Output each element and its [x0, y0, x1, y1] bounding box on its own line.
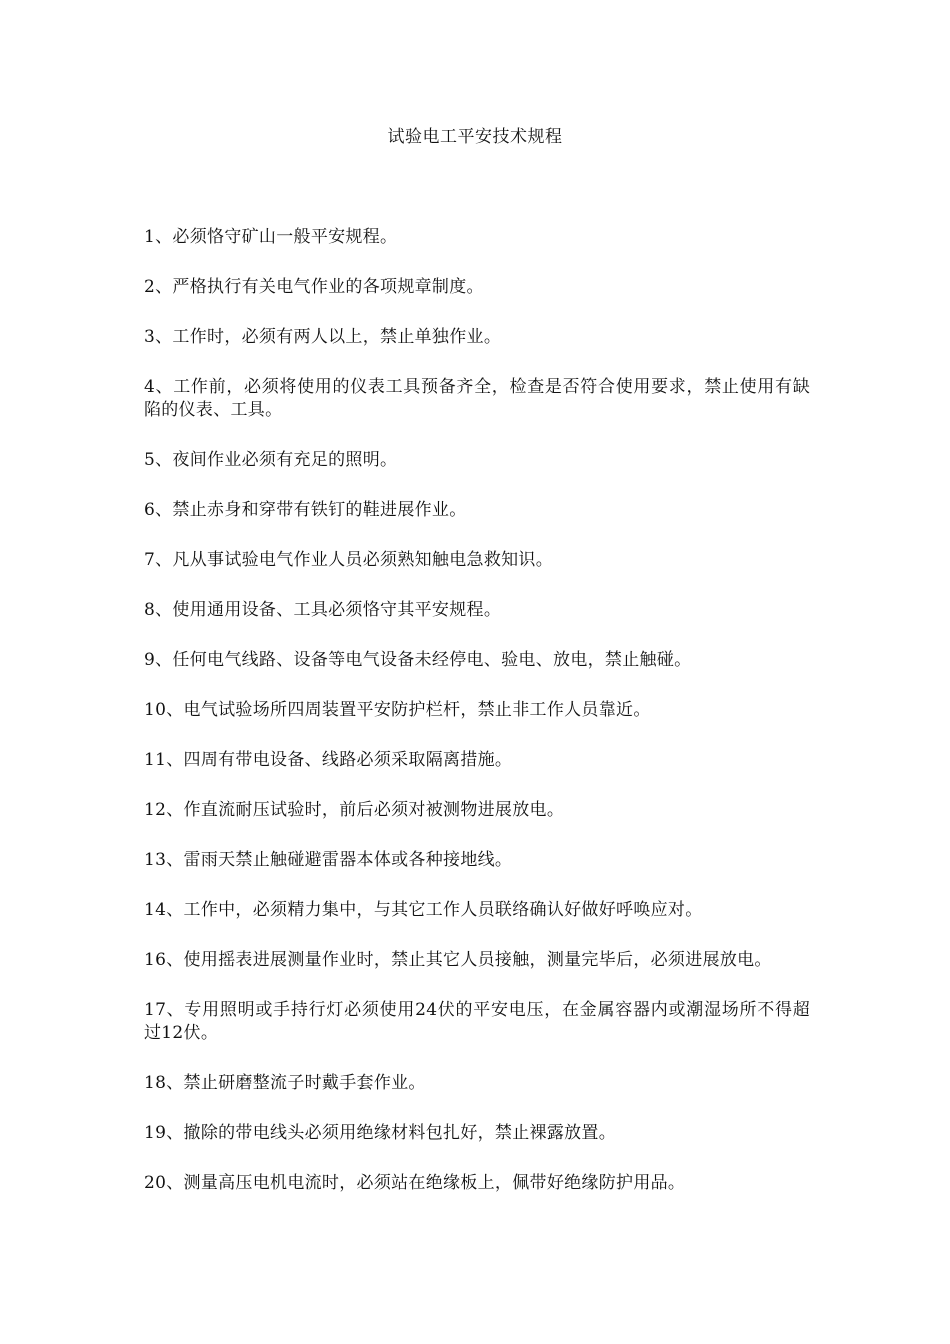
rules-list: [144, 226, 810, 1222]
rule-item: 9、任何电气线路、设备等电气设备未经停电、验电、放电，禁止触碰。: [144, 650, 692, 670]
document-title: 试验电工平安技术规程: [387, 127, 563, 147]
rule-item: 10、电气试验场所四周装置平安防护栏杆，禁止非工作人员靠近。: [144, 700, 651, 720]
rule-item: 12、作直流耐压试验时，前后必须对被测物进展放电。: [144, 800, 565, 820]
rule-item: 14、工作中，必须精力集中，与其它工作人员联络确认好做好呼唤应对。: [144, 900, 703, 920]
rule-item: 4、工作前，必须将使用的仪表工具预备齐全，检查是否符合使用要求，禁止使用有缺陷的仪表、工具。: [144, 377, 810, 420]
rule-item: 19、撤除的带电线头必须用绝缘材料包扎好，禁止裸露放置。: [144, 1123, 617, 1143]
rule-item: 6、禁止赤身和穿带有铁钉的鞋进展作业。: [144, 500, 467, 520]
rule-item: 3、工作时，必须有两人以上，禁止单独作业。: [144, 327, 502, 347]
rule-item: 13、雷雨天禁止触碰避雷器本体或各种接地线。: [144, 850, 513, 870]
rule-item: 5、夜间作业必须有充足的照明。: [144, 450, 398, 470]
rule-item: 17、专用照明或手持行灯必须使用24伏的平安电压，在金属容器内或潮湿场所不得超过12伏。: [144, 1000, 810, 1043]
rule-item: 7、凡从事试验电气作业人员必须熟知触电急救知识。: [144, 550, 554, 570]
rule-item: 1、必须恪守矿山一般平安规程。: [144, 227, 398, 247]
rule-item: 16、使用摇表进展测量作业时，禁止其它人员接触，测量完毕后，必须进展放电。: [144, 950, 772, 970]
rule-item: 18、禁止研磨整流子时戴手套作业。: [144, 1073, 426, 1093]
rule-item: 8、使用通用设备、工具必须恪守其平安规程。: [144, 600, 502, 620]
rule-item: 2、严格执行有关电气作业的各项规章制度。: [144, 277, 484, 297]
rule-item: 11、四周有带电设备、线路必须采取隔离措施。: [144, 750, 513, 770]
rule-item: 20、测量高压电机电流时，必须站在绝缘板上，佩带好绝缘防护用品。: [144, 1173, 686, 1193]
